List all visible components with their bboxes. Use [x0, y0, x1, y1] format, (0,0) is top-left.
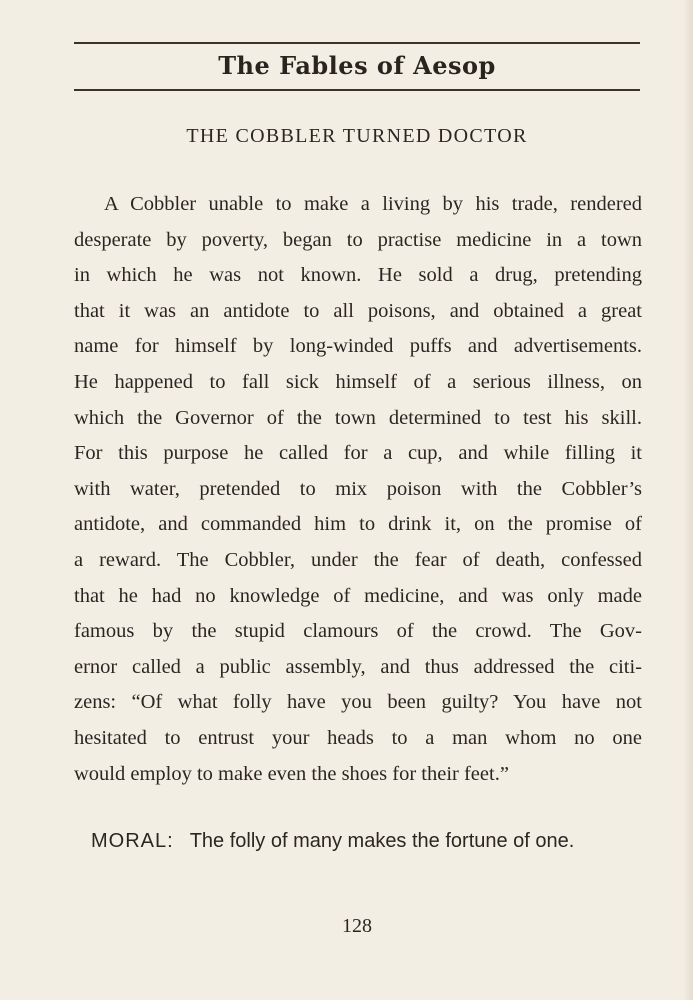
body-line: in which he was not known. He sold a drug, pretending: [74, 264, 642, 287]
moral-label: MORAL:: [91, 830, 174, 852]
body-line: which the Governor of the town determined to test his skill.: [74, 406, 642, 429]
body-line: with water, pretended to mix poison with the Cobbler’s: [74, 477, 642, 500]
body-line: ernor called a public assembly, and thus addressed the citi-: [74, 655, 642, 678]
body-line: that it was an antidote to all poisons, and obtained a great: [74, 299, 642, 322]
body-line: desperate by poverty, began to practise medicine in a town: [74, 228, 642, 251]
body-line: antidote, and commanded him to drink it, on the promise of: [74, 513, 642, 536]
body-line: would employ to make even the shoes for their feet.”: [74, 762, 509, 785]
header-rule-bottom: [74, 89, 640, 91]
fable-title: THE COBBLER TURNED DOCTOR: [186, 125, 528, 147]
body-line: name for himself by long-winded puffs and advertisements.: [74, 335, 642, 358]
body-line: For this purpose he called for a cup, and while filling it: [74, 442, 642, 465]
moral: [91, 826, 651, 856]
header-rule-top: [74, 42, 640, 44]
moral-text: The folly of many makes the fortune of one.: [189, 830, 575, 852]
body-line: He happened to fall sick himself of a serious illness, on: [74, 370, 642, 393]
body-line: famous by the stupid clamours of the crowd. The Gov-: [74, 620, 642, 643]
body-line: a reward. The Cobbler, under the fear of death, confessed: [74, 548, 642, 571]
body-line: zens: “Of what folly have you been guilty? You have not: [74, 691, 642, 714]
fable-body: [74, 187, 642, 792]
page-number: 128: [342, 915, 372, 937]
running-title: The Fables of Aesop: [218, 51, 496, 80]
body-line: A Cobbler unable to make a living by his trade, rendered: [104, 193, 642, 215]
body-line: that he had no knowledge of medicine, and was only made: [74, 584, 642, 607]
body-line: hesitated to entrust your heads to a man whom no one: [74, 726, 642, 749]
page-edge-shadow: [683, 0, 693, 1000]
